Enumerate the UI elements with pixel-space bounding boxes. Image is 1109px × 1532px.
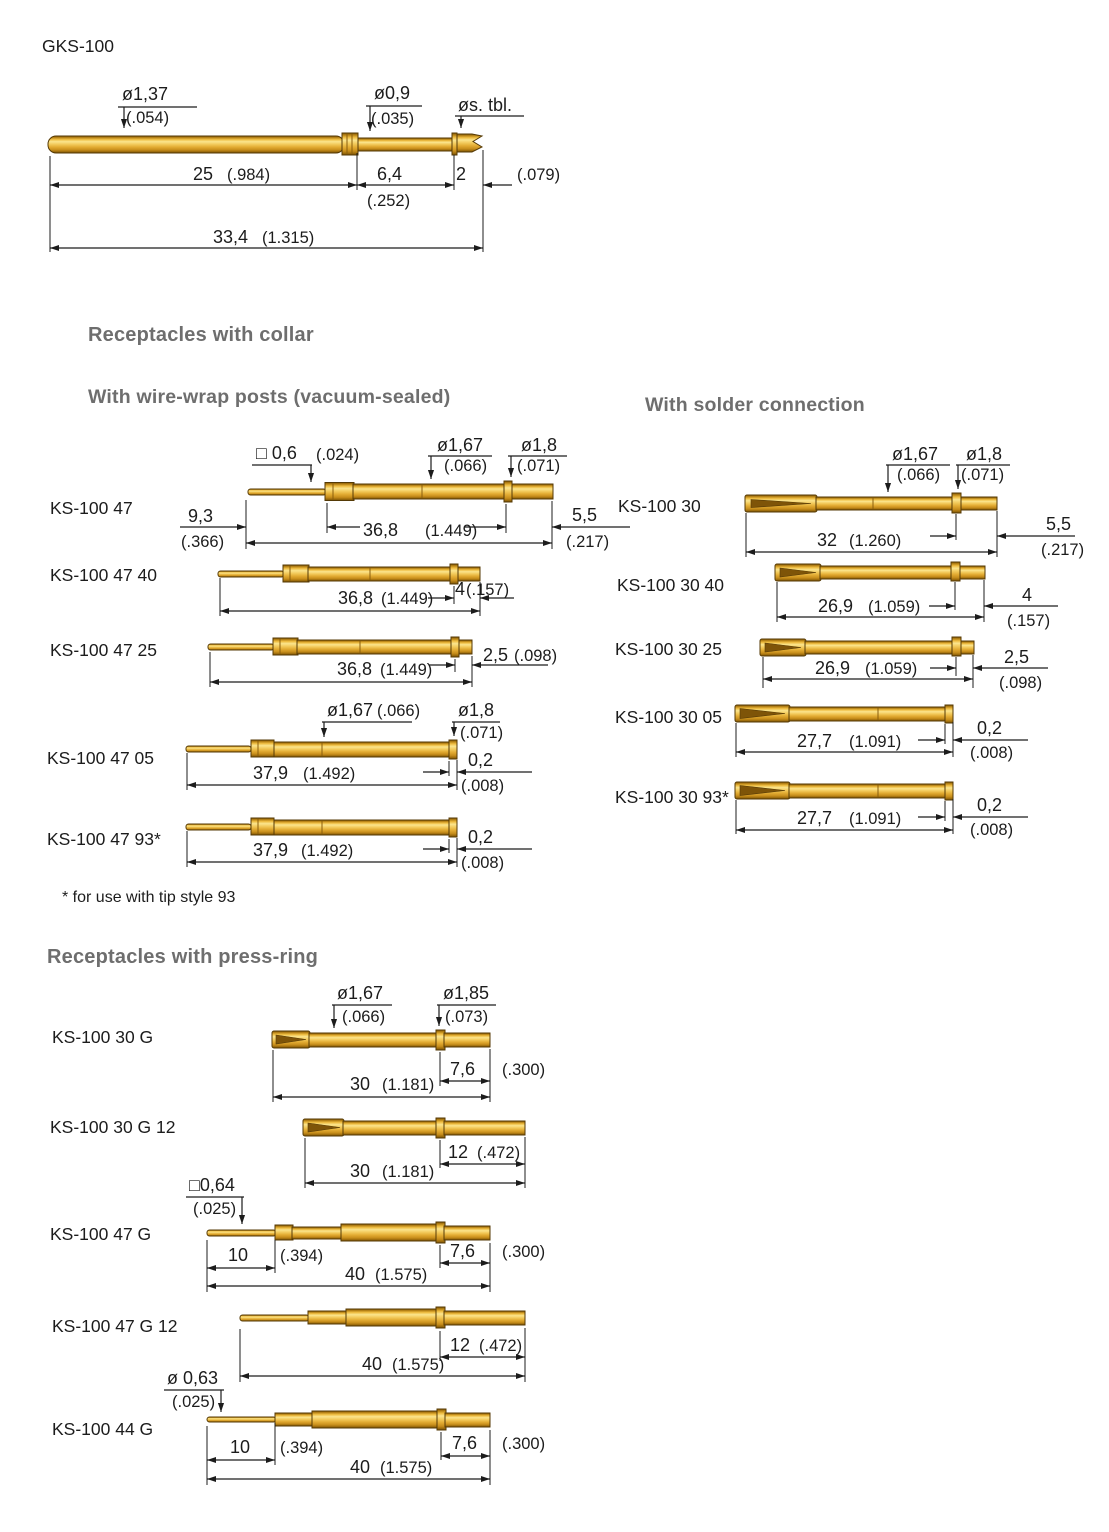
dim-metric: 25	[193, 164, 214, 184]
row-label-ks-100-30-g: KS-100 30 G	[52, 1027, 154, 1047]
ks-100-47-05-drawing	[186, 700, 532, 795]
dim-inch: (.394)	[280, 1247, 324, 1265]
ks-100-30-25-drawing	[760, 637, 1048, 692]
ks-100-30-g-drawing	[272, 983, 545, 1102]
dim-metric: 26,9	[815, 658, 851, 678]
ks-100-30-g-12-drawing	[303, 1118, 525, 1188]
dim-metric: 4	[455, 579, 466, 599]
dim-metric: 0,2	[468, 750, 494, 770]
footnote-tip-style-93: * for use with tip style 93	[62, 889, 236, 906]
ks-100-47-g-12-drawing	[240, 1307, 525, 1382]
dim-inch: (1.449)	[425, 522, 478, 540]
dim-inch: (.394)	[280, 1439, 324, 1457]
callout-label: (.073)	[445, 1008, 489, 1026]
dim-metric: 36,8	[338, 588, 374, 608]
row-label-ks-100-47: KS-100 47	[50, 498, 133, 518]
row-label-ks-100-44-g: KS-100 44 G	[52, 1419, 154, 1439]
row-label-ks-100-30-g-12: KS-100 30 G 12	[50, 1117, 176, 1137]
callout-label: (.024)	[316, 446, 360, 464]
dim-inch: (.098)	[999, 674, 1043, 692]
row-label-ks-100-47-25: KS-100 47 25	[50, 640, 158, 660]
dim-metric: 36,8	[337, 659, 373, 679]
dim-inch: (1.492)	[303, 765, 356, 783]
callout-label: ø1,37	[122, 84, 169, 104]
callout-label: ø1,85	[443, 983, 490, 1003]
page-title: GKS-100	[42, 36, 114, 56]
row-label-ks-100-30-05: KS-100 30 05	[615, 707, 723, 727]
dim-inch: (1.181)	[382, 1076, 435, 1094]
dim-metric: 7,6	[450, 1059, 476, 1079]
callout-label: ø1,8	[458, 700, 495, 720]
ks-100-44-g-drawing	[164, 1368, 545, 1485]
ks-100-47-93-drawing	[186, 818, 532, 872]
callout-label: (.066)	[444, 457, 488, 475]
dim-inch: (.157)	[466, 581, 510, 599]
callout-label: □0,64	[189, 1175, 235, 1195]
dim-metric: 2,5	[1004, 647, 1030, 667]
callout-label: ø1,8	[521, 435, 558, 455]
dim-inch: (.472)	[479, 1337, 523, 1355]
dim-metric: 4	[1022, 585, 1033, 605]
dim-metric: 12	[448, 1142, 469, 1162]
dim-metric: 0,2	[468, 827, 494, 847]
dim-metric: 30	[350, 1074, 371, 1094]
dim-inch: (.366)	[181, 533, 225, 551]
callout-label: ø1,67	[337, 983, 384, 1003]
callout-label: (.025)	[172, 1393, 216, 1411]
dim-inch: (1.449)	[381, 590, 434, 608]
dim-inch: (1.575)	[380, 1459, 433, 1477]
ks-100-47-25-drawing	[208, 637, 557, 687]
gks-100-drawing	[48, 83, 560, 252]
dim-metric: 7,6	[450, 1241, 476, 1261]
dim-inch: (1.575)	[375, 1266, 428, 1284]
dim-inch: (1.492)	[301, 842, 354, 860]
section-heading-press-ring: Receptacles with press-ring	[47, 946, 319, 968]
callout-label: (.025)	[193, 1200, 237, 1218]
dim-metric: 30	[350, 1161, 371, 1181]
dim-metric: 2,5	[483, 645, 509, 665]
dim-metric: 27,7	[797, 808, 833, 828]
callout-label: (.035)	[371, 110, 415, 128]
callout-label: (.066)	[377, 702, 421, 720]
ks-100-30-drawing	[745, 444, 1084, 559]
dim-inch: (1.059)	[865, 660, 918, 678]
callout-label: (.066)	[897, 466, 941, 484]
dim-metric: 2	[456, 164, 467, 184]
subsection-heading-wire-wrap: With wire-wrap posts (vacuum-sealed)	[88, 386, 451, 408]
subsection-heading-solder: With solder connection	[645, 394, 865, 416]
dim-metric: 10	[228, 1245, 249, 1265]
dim-inch: (1.449)	[380, 661, 433, 679]
dim-inch: (.098)	[514, 647, 558, 665]
dim-metric: 37,9	[253, 763, 289, 783]
row-label-ks-100-30: KS-100 30	[618, 496, 701, 516]
callout-label: (.071)	[517, 457, 561, 475]
dim-inch: (.252)	[367, 192, 411, 210]
dim-inch: (.157)	[1007, 612, 1051, 630]
ks-100-47-g-drawing	[186, 1175, 545, 1292]
dim-inch: (1.059)	[868, 598, 921, 616]
dim-inch: (.008)	[970, 744, 1014, 762]
row-label-ks-100-47-05: KS-100 47 05	[47, 748, 155, 768]
callout-label: (.066)	[342, 1008, 386, 1026]
ks-100-30-93-drawing	[735, 782, 1028, 839]
callout-label: ø 0,63	[167, 1368, 219, 1388]
row-label-ks-100-30-40: KS-100 30 40	[617, 575, 725, 595]
dim-metric: 40	[350, 1457, 371, 1477]
dim-metric: 5,5	[572, 505, 598, 525]
dim-inch: (.079)	[517, 166, 561, 184]
dim-inch: (1.091)	[849, 733, 902, 751]
callout-label: (.054)	[126, 109, 170, 127]
dim-inch: (.217)	[1041, 541, 1085, 559]
dim-inch: (.217)	[566, 533, 610, 551]
dim-metric: 0,2	[977, 718, 1003, 738]
callout-label: ø1,8	[966, 444, 1003, 464]
ks-100-30-40-drawing	[775, 562, 1058, 630]
callout-label: ø1,67	[892, 444, 939, 464]
dim-inch: (1.315)	[262, 229, 315, 247]
callout-label: (.071)	[460, 724, 504, 742]
dim-inch: (.300)	[502, 1243, 546, 1261]
dim-metric: 26,9	[818, 596, 854, 616]
dim-metric: 33,4	[213, 227, 249, 247]
dim-inch: (1.260)	[849, 532, 902, 550]
dim-metric: 27,7	[797, 731, 833, 751]
row-label-ks-100-30-25: KS-100 30 25	[615, 639, 723, 659]
row-label-ks-100-47-93: KS-100 47 93*	[47, 829, 161, 849]
row-label-ks-100-47-g: KS-100 47 G	[50, 1224, 152, 1244]
dim-metric: 7,6	[452, 1433, 478, 1453]
ks-100-30-05-drawing	[735, 705, 1028, 762]
ks-100-47-drawing	[180, 435, 630, 551]
dim-inch: (1.575)	[392, 1356, 445, 1374]
row-label-ks-100-47-g-12: KS-100 47 G 12	[52, 1316, 178, 1336]
row-label-ks-100-47-40: KS-100 47 40	[50, 565, 158, 585]
callout-label: □ 0,6	[256, 443, 297, 463]
callout-label: ø0,9	[374, 83, 411, 103]
dim-metric: 6,4	[377, 164, 403, 184]
callout-label: øs. tbl.	[458, 95, 513, 115]
dim-inch: (1.181)	[382, 1163, 435, 1181]
dim-inch: (.300)	[502, 1435, 546, 1453]
ks-100-47-40-drawing	[218, 564, 514, 616]
dim-metric: 40	[345, 1264, 366, 1284]
dim-metric: 5,5	[1046, 514, 1072, 534]
callout-label: ø1,67	[327, 700, 374, 720]
dim-inch: (.472)	[477, 1144, 521, 1162]
dim-inch: (.008)	[970, 821, 1014, 839]
dim-inch: (.300)	[502, 1061, 546, 1079]
dim-metric: 12	[450, 1335, 471, 1355]
row-label-ks-100-30-93: KS-100 30 93*	[615, 787, 729, 807]
dim-metric: 32	[817, 530, 838, 550]
section-heading-collar: Receptacles with collar	[88, 324, 314, 346]
callout-label: ø1,67	[437, 435, 484, 455]
dim-inch: (.008)	[461, 854, 505, 872]
dim-metric: 10	[230, 1437, 251, 1457]
dim-inch: (.008)	[461, 777, 505, 795]
callout-label: (.071)	[961, 466, 1005, 484]
dim-metric: 37,9	[253, 840, 289, 860]
dim-inch: (1.091)	[849, 810, 902, 828]
dim-metric: 9,3	[188, 506, 214, 526]
dim-metric: 0,2	[977, 795, 1003, 815]
dim-inch: (.984)	[227, 166, 271, 184]
dim-metric: 40	[362, 1354, 383, 1374]
dim-metric: 36,8	[363, 520, 399, 540]
